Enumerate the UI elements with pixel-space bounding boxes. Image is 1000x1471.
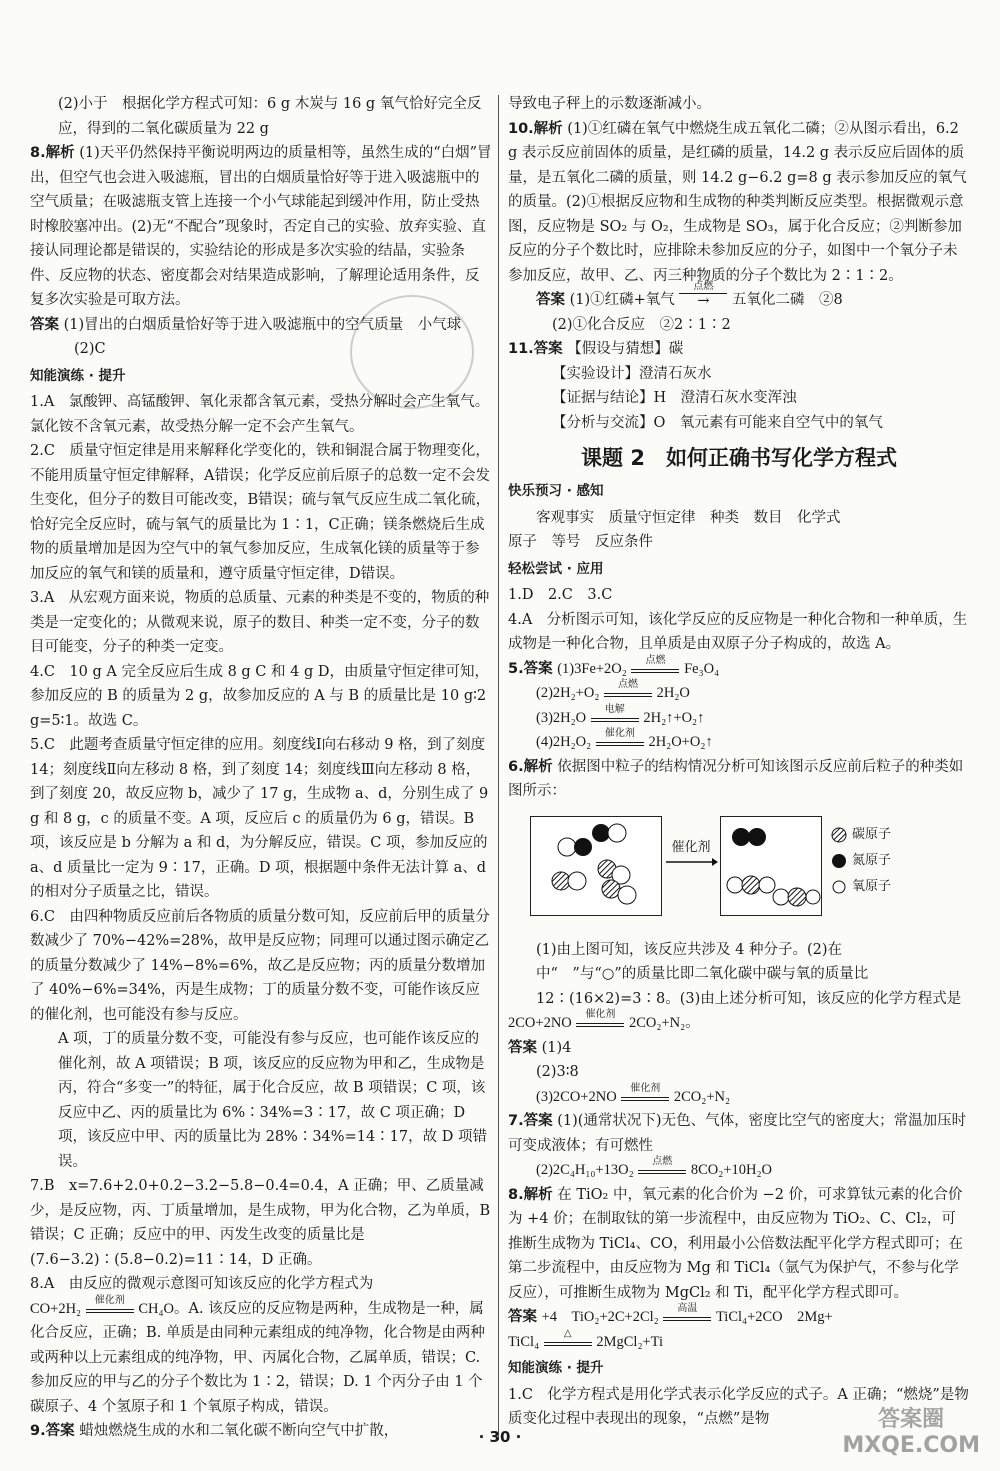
q6-answer-1: (1)4 [541, 1039, 572, 1056]
item-8: 8.A 由反应的微观示意图可知该反应的化学方程式为 [30, 1276, 374, 1292]
q8-answer [30, 313, 492, 338]
q7 [508, 1109, 970, 1158]
legend-label: 氧原子 [852, 878, 892, 894]
answer-paragraph: (2)小于 根据化学方程式可知：6 g 木炭与 16 g 氧气恰好完全反应，得到的二氧化碳质量为 22 g [58, 96, 482, 137]
oxygen-atom-icon [830, 878, 848, 896]
carbon-atom-icon [830, 826, 848, 844]
answer-label: 答案 [508, 1039, 537, 1056]
products-box [720, 816, 822, 916]
eq-condition: 催化剂 [630, 1082, 661, 1094]
q8 [508, 1183, 970, 1306]
legend-label: 氮原子 [852, 852, 892, 868]
ability-q1: 1.C 化学方程式是用化学式表示化学反应的式子。A 正确；“燃烧”是物质变化过程中表现出的现象，“点燃”是物 [508, 1386, 969, 1427]
preview-line-1: 客观事实 质量守恒定律 种类 数目 化学式 [536, 509, 841, 526]
item-2: 2.C 质量守恒定律是用来解释化学变化的，铁和铜混合属于物理变化，不能用质量守恒定律解释，A错误；化学反应前后原子的总数一定不会发生变化，但分子的数目可能改变，B错误；硫与氧气反应生成二氧化硫，恰好完全反应时，硫与氧气的质量比为 1∶1，C正确；镁条燃烧后生成物的质量增加是因为空气中的氧气参加反应，生成氧化镁的质量等于参加反应的氧气和镁的质量和，遵守质量守恒定律，D错误。 [30, 443, 491, 582]
watermark-logo: 答案圈 MXQE.COM [842, 1407, 980, 1458]
q10-answer-2: (2)①化合反应 ②2∶1∶2 [552, 316, 731, 333]
eq-left: CO+2H₂ [30, 1300, 82, 1317]
item-6-cont: A 项，丁的质量分数不变，可能没有参与反应，也可能作该反应的催化剂，故 A 项错误；B 项，该反应的反应物为甲和乙，生成物是丙，符合“多变一”的特征，属于化合反应，故 B 项错误；C 项，该反应中乙、丙的质量比为 6%∶34%=3∶17，故 C 项正确；D 项，该反应中甲、丙的质量比为 28%∶34%=14∶17，故 D 项错误。 [58, 1031, 487, 1170]
eq-post: 2H₂O [656, 685, 690, 701]
q7-label: 7.答案 [508, 1113, 553, 1129]
eq-pre: (3)2H₂O [536, 709, 587, 726]
eq-pre: (3)2CO+2NO [536, 1088, 617, 1105]
item-3: 3.A 从宏观方面来说，物质的总质量、元素的种类是不变的，物质的种类是一定变化的；从微观来说，原子的数目、种类一定不变，分子的数目可能变，分子的种类一定变。 [30, 590, 490, 655]
q8-answer [508, 1305, 970, 1330]
q10-answer-b: 五氧化二磷 ②8 [732, 292, 843, 308]
eq-pre: (1)3Fe+2O₂ [557, 660, 627, 677]
eq-right: CH₄O [138, 1300, 174, 1317]
reaction-diagram [530, 810, 950, 930]
eq-post: 2CO₂+N₂。 [628, 1015, 700, 1031]
eq-condition: 催化剂 [94, 1294, 125, 1306]
q8-text: 在 TiO₂ 中，氧元素的化合价为 −2 价，可求算钛元素的化合价为 +4 价；在制取钛的第一步流程中，由反应物为 TiO₂、C、Cl₂，可推断生成物为 TiCl₄、CO，利用最小公倍数法配平化学方程式即可；在第二步流程中，由反应物为 Mg 和 TiCl₄（氩气为保护气，不参与化学反应），可推断生成物为 MgCl₂ 和 Ti，配平化学方程式即可。 [508, 1186, 963, 1301]
eq-condition: 电解 [604, 703, 625, 715]
try-answers: 1.D 2.C 3.C [508, 587, 613, 603]
page-number: · 30 · [478, 1428, 522, 1446]
q8-answer-2: (2)C [74, 341, 106, 357]
reaction-arrow: 点燃 → [679, 293, 727, 308]
product-molecules [721, 817, 821, 915]
eq-condition: 点燃 [693, 280, 714, 292]
catalyst-arrow [664, 840, 718, 873]
q11-line-3: 【证据与结论】H 澄清石灰水变浑浊 [552, 390, 797, 406]
eq-post: 2CO₂+N₂ [673, 1088, 731, 1105]
eq-pre: (2)2H₂+O₂ [536, 685, 600, 701]
legend-oxygen [830, 874, 891, 900]
legend-label: 碳原子 [852, 826, 892, 842]
q8-explanation [30, 141, 492, 313]
reaction-equals [621, 1082, 669, 1101]
eq-condition: 催化剂 [604, 728, 635, 739]
preview-line-2: 原子 等号 反应条件 [508, 534, 653, 550]
q11-label: 11.答案 [508, 341, 563, 357]
q6-text-2: (1)由上图可知，该反应共涉及 4 种分子。(2)在 中“ ”与“○”的质量比即二氧化碳中碳与氧的质量比 12∶(16×2)=3∶8。(3)由上述分析可知，该反应的化学方程式是 [536, 941, 962, 1007]
q8-answer-a: +4 TiO₂+2C+2Cl₂ [541, 1309, 659, 1325]
eq-post: Fe₃O₄ [684, 660, 720, 677]
section-preview: 快乐预习 · 感知 [508, 483, 604, 499]
q5-eq-3 [508, 703, 970, 731]
reaction-equals [638, 1156, 686, 1174]
item-6: 6.C 由四种物质反应前后各物质的质量分数可知，反应前后甲的质量分数减少了 70%−42%=28%，故甲是反应物；同理可以通过图示确定乙的质量分数减少了 14%−8%=6%，故乙是反应物；丙的质量分数增加了 40%−6%=34%，丙是生成物；丁的质量分数不变，可能作该反应的催化剂，也可能没有参与反应。 [30, 908, 490, 1023]
column-divider [498, 95, 499, 1440]
q10-label: 10.解析 [508, 120, 563, 137]
eq-condition: 催化剂 [585, 1009, 616, 1020]
answer-label: 答案 [30, 316, 59, 333]
reactants-box [530, 816, 662, 916]
right-column [508, 92, 970, 1432]
item-8-rest: 。A. 该反应的反应物是两种，生成物是一种，属化合反应，正确；B. 单质是由同种元素组成的纯净物，化合物是由两种或两种以上元素组成的纯净物，甲、丙属化合物，乙属单质，错误；C. 参加反应的甲与乙的分子个数比为 1∶2，错误；D. 1 个丙分子由 1 个碳原子、4 个氢原子和 1 个氧原子构成，错误。 [30, 1300, 485, 1415]
q5-label: 5.答案 [508, 660, 553, 677]
lesson-title: 课题 2 如何正确书写化学方程式 [581, 446, 897, 470]
reaction-equals [591, 703, 639, 722]
q11 [508, 337, 970, 362]
eq-pre: (4)2H₂O₂ [536, 734, 592, 750]
section-ability: 知能演练 · 提升 [508, 1360, 604, 1376]
eq-condition: 点燃 [618, 679, 638, 690]
reaction-equals [604, 679, 652, 697]
eq-post: 2H₂O+O₂↑ [648, 734, 713, 750]
q8-label: 8.解析 [508, 1186, 553, 1203]
q8-answer-c: TiCl₄ [508, 1333, 540, 1350]
q8-label: 8.解析 [30, 145, 75, 161]
left-column [30, 92, 492, 1444]
item-8-equation [30, 1294, 492, 1420]
eq-condition: △ [563, 1327, 572, 1339]
q7-text: (1)(通常状况下)无色、气体，密度比空气的密度大；常温加压时可变成液体；有可燃性 [508, 1113, 967, 1154]
q9-continuation: 导致电子秤上的示数逐渐减小。 [508, 96, 711, 112]
q11-line-2: 【实验设计】澄清石灰水 [552, 365, 712, 382]
q5-eq-4 [508, 730, 970, 755]
eq-pre: 2CO+2NO [508, 1015, 572, 1031]
q9-text: 蜡烛燃烧生成的水和二氧化碳不断向空气中扩散， [79, 1423, 399, 1439]
q6-answer-2: (2)3∶8 [536, 1064, 579, 1080]
section-try: 轻松尝试 · 应用 [508, 560, 604, 577]
reaction-equals [544, 1327, 592, 1346]
catalyst-label: 催化剂 [671, 839, 711, 855]
reaction-equals [86, 1294, 134, 1313]
eq-condition: 高温 [677, 1303, 698, 1314]
reaction-equals [631, 654, 679, 673]
item-7: 7.B x=7.6+2.0+0.2−3.2−5.8−0.4=0.4，A 正确；甲、乙质量减少，是反应物，丙、丁质量增加，是生成物，甲为化合物，乙为单质，B 错误；C 正确；反应中的甲、丙发生改变的质量比是(7.6−3.2)∶(5.8−0.2)=11∶14，D 正确。 [30, 1178, 491, 1268]
q8-answer-b: TiCl₄+2CO 2Mg+ [715, 1309, 833, 1325]
q6-equation [508, 1011, 970, 1036]
q10-answer [508, 280, 970, 313]
eq-post: 2H₂↑+O₂↑ [643, 709, 705, 726]
reaction-equals [576, 1009, 624, 1027]
eq-condition: 点燃 [645, 654, 666, 666]
q8-answer-cont [508, 1327, 970, 1355]
q10-text: (1)①红磷在氧气中燃烧生成五氧化二磷；②从图示看出，6.2 g 表示反应前固体的质量，是红磷的质量，14.2 g 表示反应后固体的质量，是五氧化二磷的质量，则 14.2 g−6.2 g=8 g 表示参加反应的氧气的质量。(2)①根据反应物和生成物的种类判断反应类型。根据微观示意图，反应物是 SO₂ 与 O₂，生成物是 SO₃，属于化合反应；②判断参加反应的分子个数比时，应排除未参加反应的分子，如图中一个氧分子未参加反应，故甲、乙、丙三种物质的分子个数比为 2∶1∶2。 [508, 120, 967, 284]
q9-label: 9.答案 [30, 1423, 75, 1439]
q10-answer-a: (1)①红磷+氧气 [569, 292, 675, 308]
q6-text: 依据图中粒子的结构情况分析可知该图示反应前后粒子的种类如图所示： [508, 758, 964, 799]
reaction-equals [596, 728, 644, 746]
q10 [508, 117, 970, 289]
q5 [508, 654, 970, 682]
legend-carbon [830, 822, 891, 848]
q6-answer-3 [508, 1082, 970, 1110]
item-4: 4.C 10 g A 完全反应后生成 8 g C 和 4 g D，由质量守恒定律可知，参加反应的 B 的质量为 2 g，故参加反应的 A 与 B 的质量比是 10 g∶2 g=5∶1。故选 C。 [30, 663, 489, 729]
reactant-molecules [531, 817, 661, 915]
eq-condition: 点燃 [652, 1156, 673, 1167]
nitrogen-atom-icon [830, 852, 848, 870]
item-5: 5.C 此题考查质量守恒定律的应用。刻度线Ⅰ向右移动 9 格，到了刻度 14；刻度线Ⅱ向左移动 8 格，到了刻度 14；刻度线Ⅲ向左移动 8 格，到了刻度 20，故反应物 b，减少了 17 g，生成物 a、d，分别生成了 9 g 和 8 g，c 的质量不变。A 项，反应后 c 的质量仍为 6 g，错误。B 项，该反应是 b 分解为 a 和 d，为分解反应，错误。C 项，参加反应的 a、d 质量比一定为 9∶17，正确。D 项，根据题中条件无法计算 a、d 的相对分子质量之比，错误。 [30, 737, 489, 900]
answer-label: 答案 [536, 292, 565, 308]
eq-pre: (2)2C₄H₁₀+13O₂ [536, 1162, 634, 1178]
q6-answer [508, 1036, 970, 1061]
q11-line-1: 【假设与猜想】碳 [567, 341, 684, 357]
section-heading: 知能演练 · 提升 [30, 367, 126, 384]
q5-eq-2 [508, 681, 970, 706]
answer-label: 答案 [508, 1309, 537, 1325]
q6 [508, 755, 970, 804]
legend [830, 822, 891, 900]
q6-label: 6.解析 [508, 758, 553, 775]
eq-post: 8CO₂+10H₂O [690, 1162, 773, 1178]
reaction-equals [663, 1303, 711, 1321]
q7-equation [508, 1158, 970, 1183]
q11-line-4: 【分析与交流】O 氧元素有可能来自空气中的氧气 [552, 414, 883, 431]
legend-nitrogen [830, 848, 891, 874]
q8-text: (1)天平仍然保持平衡说明两边的质量相等，虽然生成的“白烟”冒出，但空气也会进入吸滤瓶，冒出的白烟质量恰好等于进入吸滤瓶中的空气质量；在吸滤瓶支管上连接一个小气球能起到缓冲作用，防止受热时橡胶塞冲出。(2)无“不配合”现象时，否定自己的实验、放弃实验、直接认同理论都是错误的，实验结论的形成是多次实验的结晶，实验条件、反应物的状态、密度都会对结果造成影响，了解理论适用条件，反复多次实验是可取方法。 [30, 145, 492, 308]
q4: 4.A 分析图示可知，该化学反应的反应物是一种化合物和一种单质，生成物是一种化合物，且单质是由双原子分子构成的，故选 A。 [508, 611, 968, 652]
q8-answer-text: (1)冒出的白烟质量恰好等于进入吸滤瓶中的空气质量 小气球 [63, 316, 462, 333]
item-1: 1.A 氯酸钾、高锰酸钾、氧化汞都含氧元素，受热分解时会产生氧气。氯化铵不含氧元素，故受热分解一定不会产生氧气。 [30, 394, 490, 435]
arrow-icon [664, 856, 718, 868]
q8-answer-d: 2MgCl₂+Ti [596, 1333, 664, 1350]
